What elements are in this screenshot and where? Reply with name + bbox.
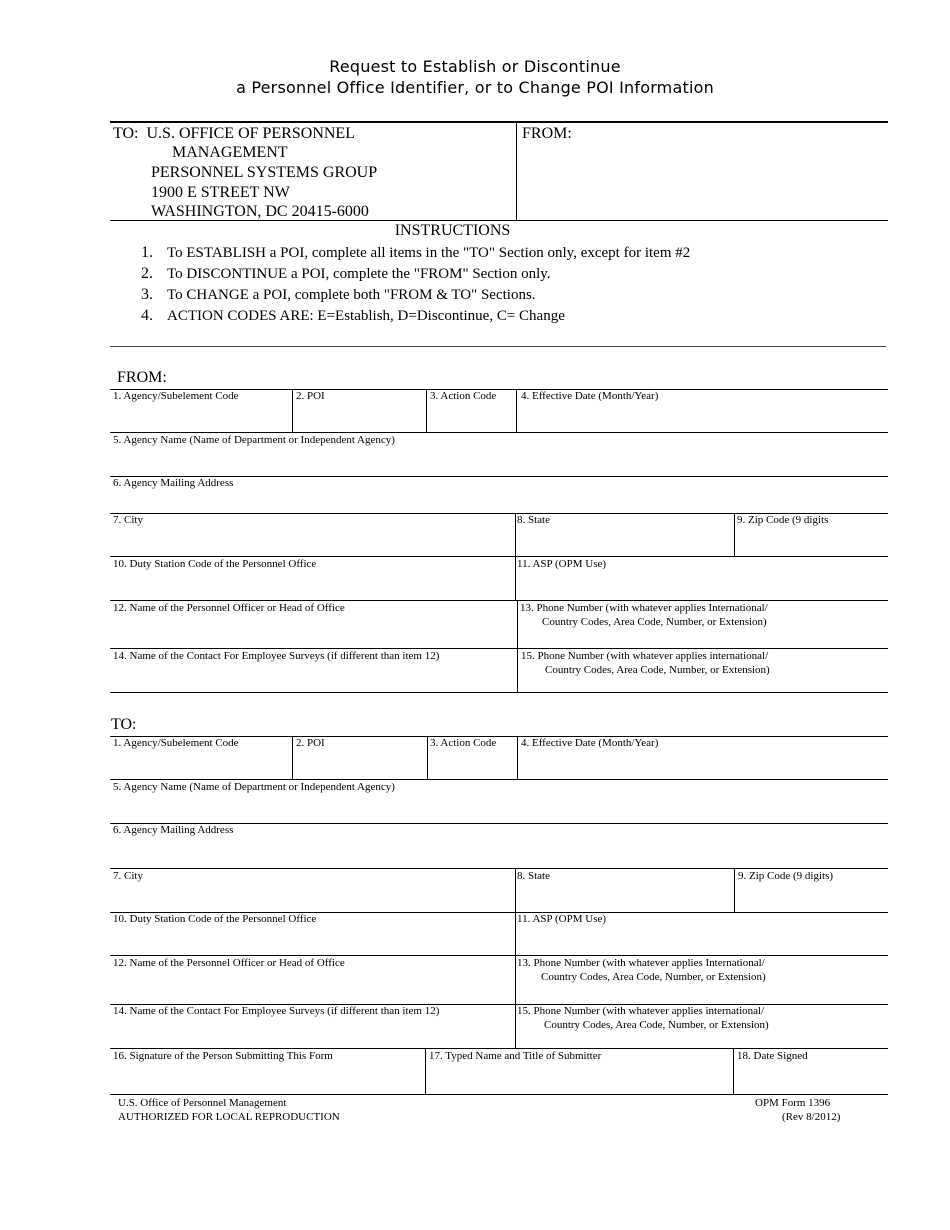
form-title-line1: Request to Establish or Discontinue — [329, 57, 621, 76]
from-officer-name-field[interactable] — [112, 617, 515, 645]
to-row8-div2 — [733, 1048, 734, 1094]
from-asp-field[interactable] — [517, 573, 886, 598]
from-row7-top — [110, 648, 888, 649]
from-contact-name-label: 14. Name of the Contact For Employee Surveys (if different than item 12) — [113, 650, 440, 662]
footer-revision: (Rev 8/2012) — [782, 1111, 841, 1123]
to-agency-code-field[interactable] — [112, 752, 290, 777]
date-signed-field[interactable] — [735, 1065, 886, 1092]
to-poi-field[interactable] — [294, 752, 425, 777]
instructions-heading: INSTRUCTIONS — [394, 222, 511, 239]
from-officer-name-label: 12. Name of the Personnel Officer or Head of Office — [113, 602, 345, 614]
from-action-code-field[interactable] — [428, 405, 514, 430]
to-agency-name-label: 5. Agency Name (Name of Department or Independent Agency) — [113, 781, 395, 793]
to-effective-date-label: 4. Effective Date (Month/Year) — [521, 737, 659, 749]
from-city-label: 7. City — [113, 514, 143, 526]
to-mailing-address-field[interactable] — [112, 839, 886, 866]
to-row4-div2 — [734, 868, 735, 912]
to-duty-station-field[interactable] — [112, 928, 513, 953]
instructions-divider — [110, 346, 886, 347]
instruction-item-1: 1. To ESTABLISH a POI, complete all items in the "TO" Section only, except for item #2 — [141, 244, 691, 261]
from-effective-date-field[interactable] — [518, 405, 886, 430]
instruction-item-2: 2. To DISCONTINUE a POI, complete the "FROM" Section only. — [141, 265, 551, 282]
to-row4-div1 — [515, 868, 516, 912]
to-contact-phone-label: 15. Phone Number (with whatever applies international/ — [517, 1005, 765, 1017]
to-row1-div3 — [517, 736, 518, 779]
from-section-heading: FROM: — [117, 369, 167, 386]
to-address-line1: TO: U.S. OFFICE OF PERSONNEL — [113, 125, 355, 142]
from-city-field[interactable] — [112, 529, 513, 554]
to-agency-name-field[interactable] — [112, 796, 886, 821]
to-address-line2: MANAGEMENT — [172, 144, 288, 161]
instruction-item-4: 4. ACTION CODES ARE: E=Establish, D=Discontinue, C= Change — [141, 307, 565, 324]
to-address-line4: 1900 E STREET NW — [151, 184, 290, 201]
to-duty-station-label: 10. Duty Station Code of the Personnel Office — [113, 913, 317, 925]
from-asp-label: 11. ASP (OPM Use) — [517, 558, 607, 570]
footer-form-number: OPM Form 1396 — [755, 1097, 831, 1109]
from-zip-field[interactable] — [736, 529, 886, 554]
to-asp-label: 11. ASP (OPM Use) — [517, 913, 607, 925]
to-row6-div1 — [515, 955, 516, 1048]
typed-name-label: 17. Typed Name and Title of Submitter — [429, 1050, 602, 1062]
to-row6-top — [110, 955, 888, 956]
signature-label: 16. Signature of the Person Submitting This Form — [113, 1050, 333, 1062]
to-poi-label: 2. POI — [296, 737, 325, 749]
from-officer-phone-label-2: Country Codes, Area Code, Number, or Extension) — [542, 616, 767, 628]
to-city-label: 7. City — [113, 870, 143, 882]
from-state-field[interactable] — [517, 529, 732, 554]
to-officer-phone-label: 13. Phone Number (with whatever applies International/ — [517, 957, 765, 969]
from-section-bottom — [110, 692, 888, 693]
to-row4-top — [110, 868, 888, 869]
from-agency-name-field[interactable] — [112, 449, 886, 474]
to-state-field[interactable] — [517, 885, 732, 910]
from-row4-div1 — [515, 513, 516, 556]
to-mailing-address-label: 6. Agency Mailing Address — [113, 824, 234, 836]
to-contact-phone-label-2: Country Codes, Area Code, Number, or Extension) — [544, 1019, 769, 1031]
from-poi-field[interactable] — [294, 405, 424, 430]
to-city-field[interactable] — [112, 885, 513, 910]
to-action-code-field[interactable] — [429, 752, 515, 777]
from-agency-code-field[interactable] — [112, 405, 290, 430]
typed-name-field[interactable] — [427, 1065, 731, 1092]
to-row5-div1 — [515, 912, 516, 955]
to-zip-field[interactable] — [736, 885, 886, 910]
from-row2-top — [110, 432, 888, 433]
instruction-item-3: 3. To CHANGE a POI, complete both "FROM & TO" Sections. — [141, 286, 536, 303]
from-row1-div2 — [426, 389, 427, 432]
from-contact-phone-field[interactable] — [519, 679, 886, 690]
from-officer-phone-label: 13. Phone Number (with whatever applies International/ — [520, 602, 768, 614]
to-section-heading: TO: — [111, 716, 137, 733]
to-officer-phone-label-2: Country Codes, Area Code, Number, or Extension) — [541, 971, 766, 983]
to-address-line3: PERSONNEL SYSTEMS GROUP — [151, 164, 378, 181]
to-officer-phone-field[interactable] — [517, 986, 886, 1002]
form-title-line2: a Personnel Office Identifier, or to Change POI Information — [236, 78, 714, 97]
from-row1-div1 — [292, 389, 293, 432]
to-row1-div1 — [292, 736, 293, 779]
from-row5-div1 — [515, 556, 516, 600]
to-asp-field[interactable] — [517, 928, 886, 953]
from-address-field[interactable] — [518, 143, 884, 217]
from-mailing-address-field[interactable] — [112, 492, 886, 511]
from-contact-phone-label: 15. Phone Number (with whatever applies international/ — [521, 650, 769, 662]
date-signed-label: 18. Date Signed — [737, 1050, 808, 1062]
signature-field[interactable] — [112, 1065, 423, 1092]
from-row4-div2 — [734, 513, 735, 556]
to-officer-name-label: 12. Name of the Personnel Officer or Head of Office — [113, 957, 345, 969]
from-row5-top — [110, 556, 888, 557]
to-agency-code-label: 1. Agency/Subelement Code — [113, 737, 239, 749]
to-address-line5: WASHINGTON, DC 20415-6000 — [151, 203, 369, 220]
header-divider — [516, 121, 517, 220]
header-top-rule — [110, 121, 888, 123]
from-mailing-address-label: 6. Agency Mailing Address — [113, 477, 234, 489]
to-row8-div1 — [425, 1048, 426, 1094]
to-contact-name-field[interactable] — [112, 1020, 513, 1046]
from-zip-label: 9. Zip Code (9 digits — [737, 514, 829, 526]
to-state-label: 8. State — [517, 870, 550, 882]
from-row6-top — [110, 600, 888, 601]
from-agency-name-label: 5. Agency Name (Name of Department or Independent Agency) — [113, 434, 395, 446]
to-address-label: TO: — [113, 125, 139, 142]
from-duty-station-field[interactable] — [112, 573, 513, 598]
to-row8-top — [110, 1048, 888, 1049]
from-row1-div3 — [516, 389, 517, 432]
footer-agency: U.S. Office of Personnel Management — [118, 1097, 287, 1109]
to-effective-date-field[interactable] — [519, 752, 886, 777]
from-duty-station-label: 10. Duty Station Code of the Personnel Office — [113, 558, 317, 570]
to-section-bottom — [110, 1094, 888, 1095]
from-contact-name-field[interactable] — [112, 665, 515, 690]
from-officer-phone-field[interactable] — [519, 631, 886, 646]
to-zip-label: 9. Zip Code (9 digits) — [738, 870, 834, 882]
from-effective-date-label: 4. Effective Date (Month/Year) — [521, 390, 659, 402]
from-poi-label: 2. POI — [296, 390, 325, 402]
from-state-label: 8. State — [517, 514, 550, 526]
footer-reproduction: AUTHORIZED FOR LOCAL REPRODUCTION — [118, 1111, 340, 1123]
to-row2-top — [110, 779, 888, 780]
to-officer-name-field[interactable] — [112, 972, 513, 1002]
from-agency-code-label: 1. Agency/Subelement Code — [113, 390, 239, 402]
to-action-code-label: 3. Action Code — [430, 737, 497, 749]
from-action-code-label: 3. Action Code — [430, 390, 497, 402]
from-header-label: FROM: — [522, 125, 572, 142]
to-contact-phone-field[interactable] — [517, 1034, 886, 1046]
to-row1-div2 — [427, 736, 428, 779]
from-row6-div1 — [517, 600, 518, 692]
to-contact-name-label: 14. Name of the Contact For Employee Surveys (if different than item 12) — [113, 1005, 440, 1017]
from-contact-phone-label-2: Country Codes, Area Code, Number, or Extension) — [545, 664, 770, 676]
